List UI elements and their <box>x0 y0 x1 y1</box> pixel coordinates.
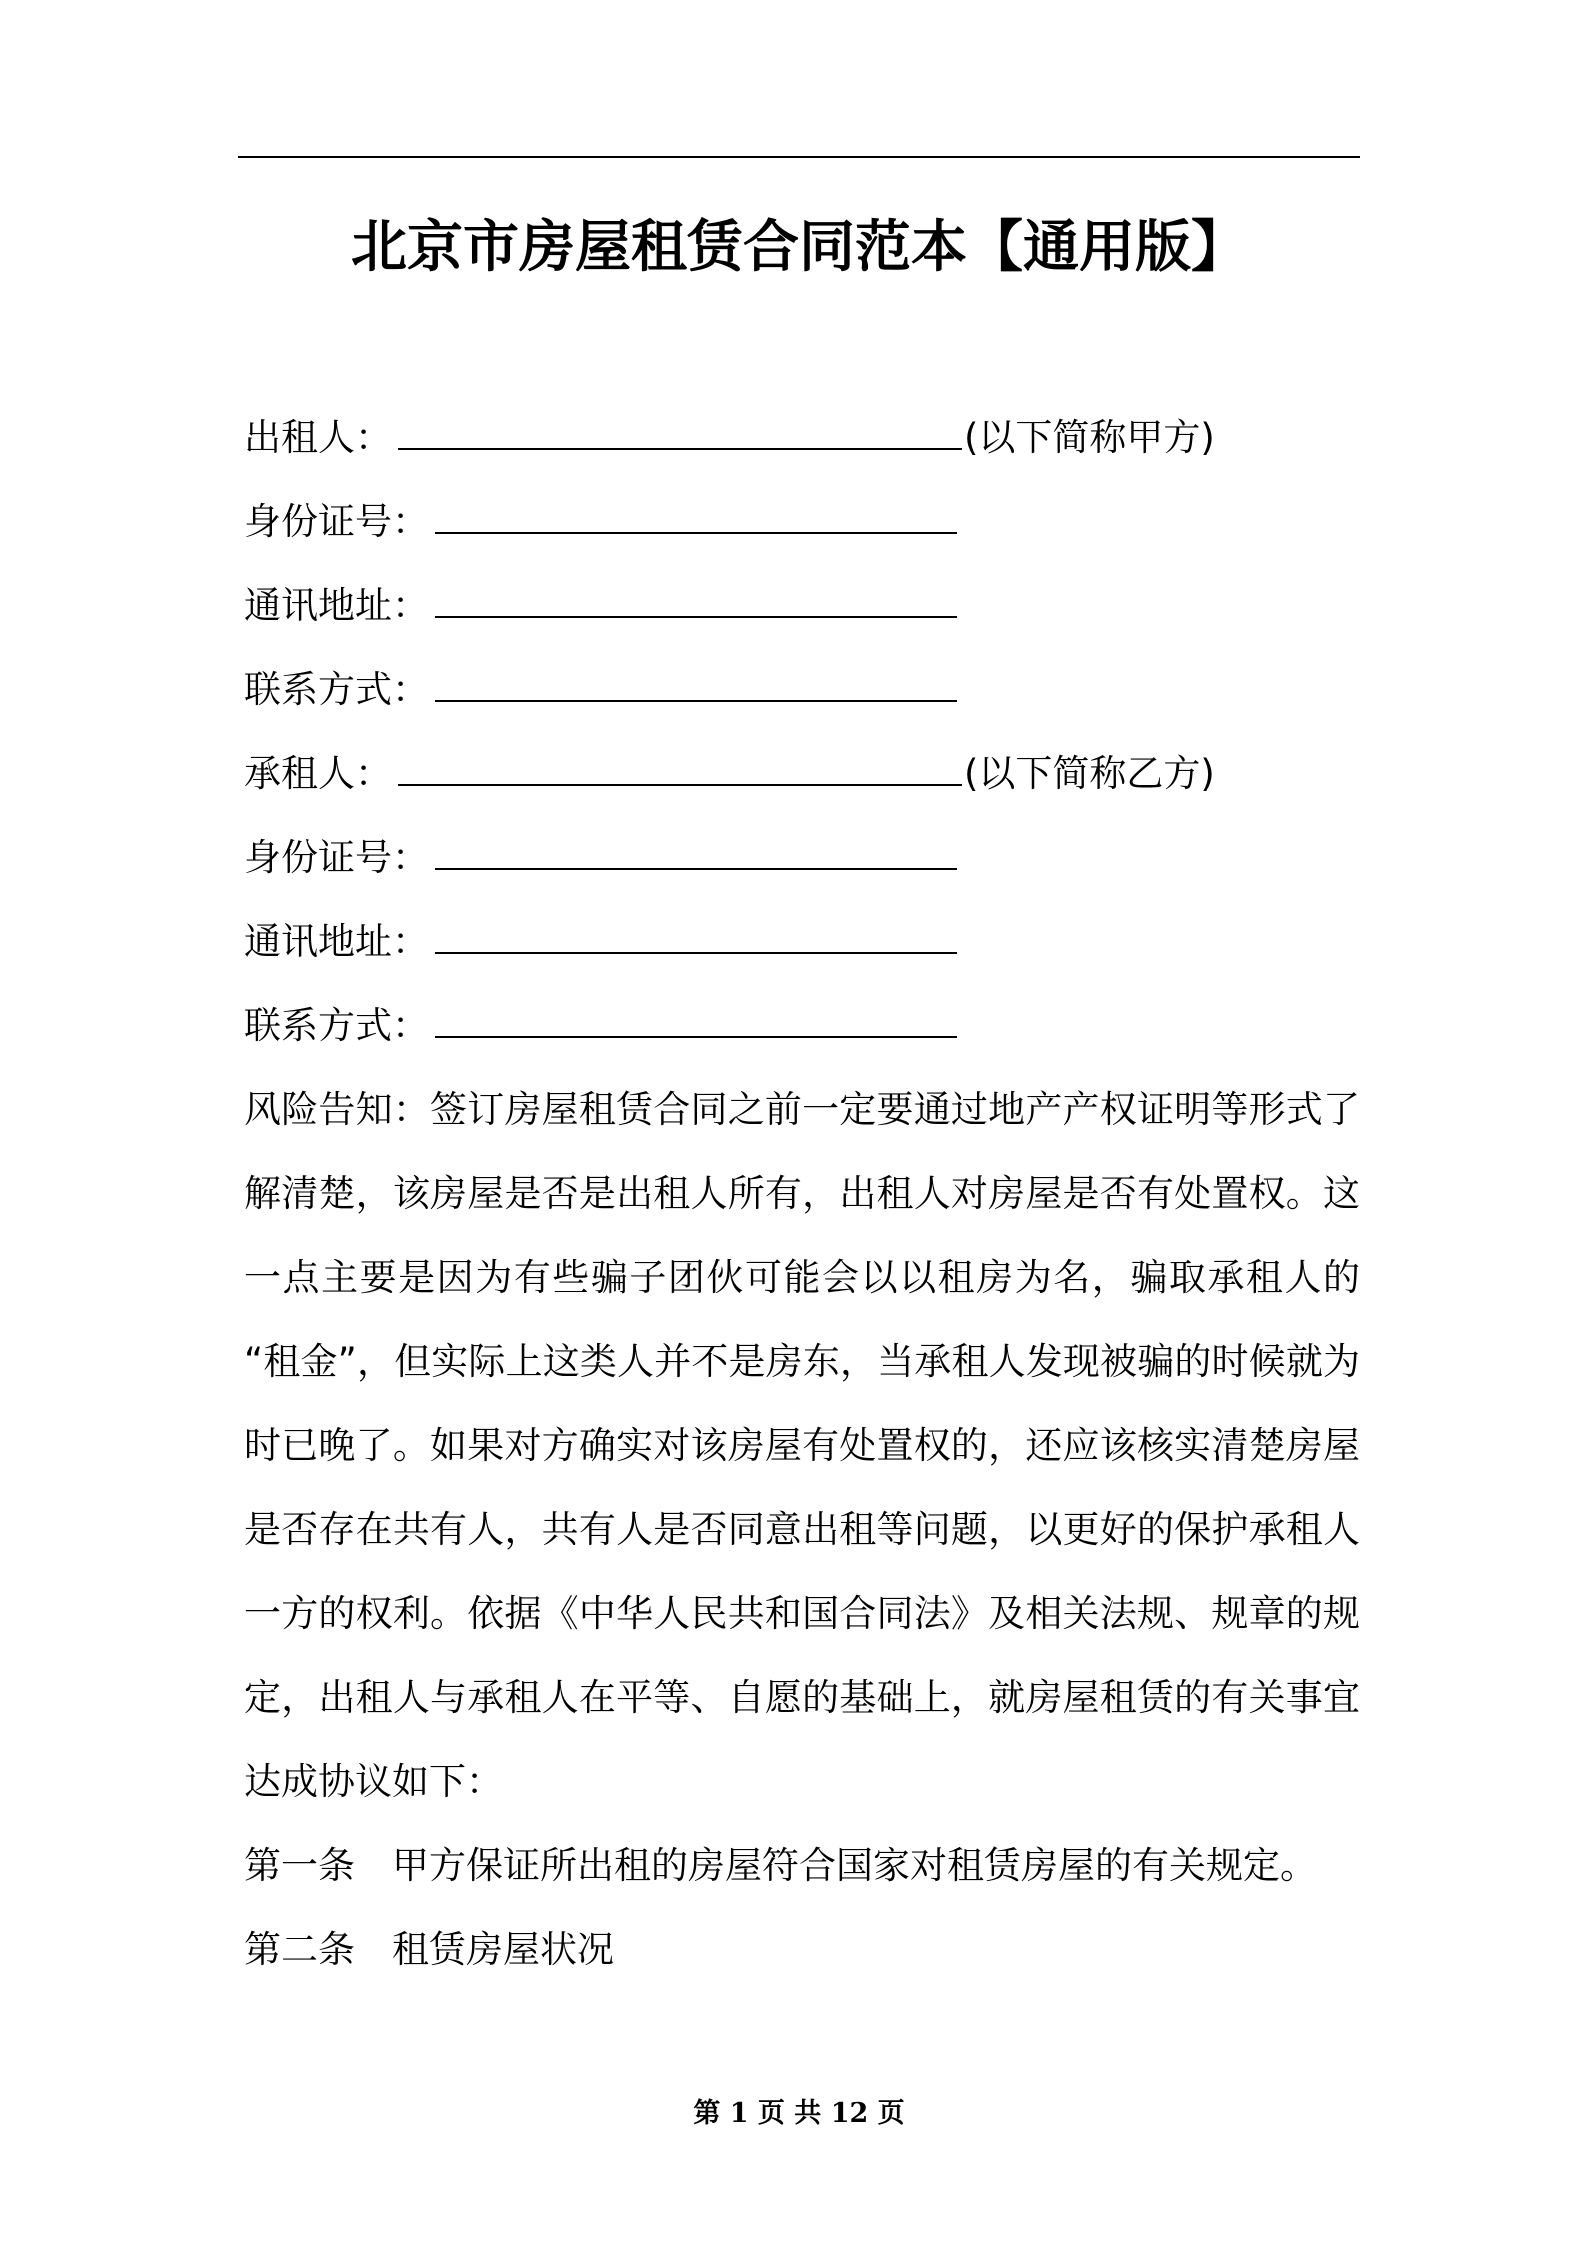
lessor-id-label: 身份证号： <box>244 500 429 543</box>
document-title: 北京市房屋租赁合同范本【通用版】 <box>351 215 1247 280</box>
lessee-address-line <box>244 900 1360 984</box>
lessor-id-blank <box>435 480 957 534</box>
header-rule <box>238 156 1360 158</box>
lessee-id-line <box>244 816 1360 900</box>
lessee-contact-line <box>244 984 1360 1068</box>
lessee-id-label: 身份证号： <box>244 836 429 879</box>
article-1-number: 第一条 <box>244 1844 355 1887</box>
lessor-contact-line <box>244 648 1360 732</box>
article-2-text: 租赁房屋状况 <box>392 1928 614 1971</box>
lessee-label: 承租人： <box>244 752 392 795</box>
article-2-number: 第二条 <box>244 1928 355 1971</box>
lessee-contact-label: 联系方式： <box>244 1004 429 1047</box>
lessee-address-label: 通讯地址： <box>244 920 429 963</box>
lessor-name-blank <box>398 396 962 450</box>
lessor-contact-label: 联系方式： <box>244 668 429 711</box>
lessor-line <box>244 396 1360 480</box>
lessee-contact-blank <box>435 984 957 1038</box>
article-2 <box>244 1908 1360 1992</box>
lessor-label: 出租人： <box>244 416 392 459</box>
lessee-address-blank <box>435 900 957 954</box>
page-number-footer: 第 1 页 共 12 页 <box>693 2098 905 2129</box>
article-1 <box>244 1824 1360 1908</box>
lessee-suffix: (以下简称乙方) <box>964 752 1215 795</box>
lessor-id-line <box>244 480 1360 564</box>
lessee-name-blank <box>398 732 962 786</box>
lessor-address-label: 通讯地址： <box>244 584 429 627</box>
document-body <box>244 396 1360 1992</box>
lessor-address-line <box>244 564 1360 648</box>
risk-notice-paragraph: 风险告知：签订房屋租赁合同之前一定要通过地产产权证明等形式了解清楚，该房屋是否是出租人所有，出租人对房屋是否有处置权。这一点主要是因为有些骗子团伙可能会以以租房为名，骗取承租人的 “租金”，但实际上这类人并不是房东，当承租人发现被骗的时候就为时已晚了。如果对方确实对该房屋有处置权的，还应该核实清楚房屋是否存在共有人，共有人是否同意出租等问题，以更好的保护承租人一方的权利。依据《中华人民共和国合同法》及相关法规、规章的规定，出租人与承租人在平等、自愿的基础上，就房屋租赁的有关事宜达成协议如下： <box>244 1088 1360 1803</box>
lessor-suffix: (以下简称甲方) <box>964 416 1215 459</box>
lessee-line <box>244 732 1360 816</box>
article-1-text: 甲方保证所出租的房屋符合国家对租赁房屋的有关规定。 <box>392 1844 1317 1887</box>
lessor-address-blank <box>435 564 957 618</box>
lessor-contact-blank <box>435 648 957 702</box>
lessee-id-blank <box>435 816 957 870</box>
